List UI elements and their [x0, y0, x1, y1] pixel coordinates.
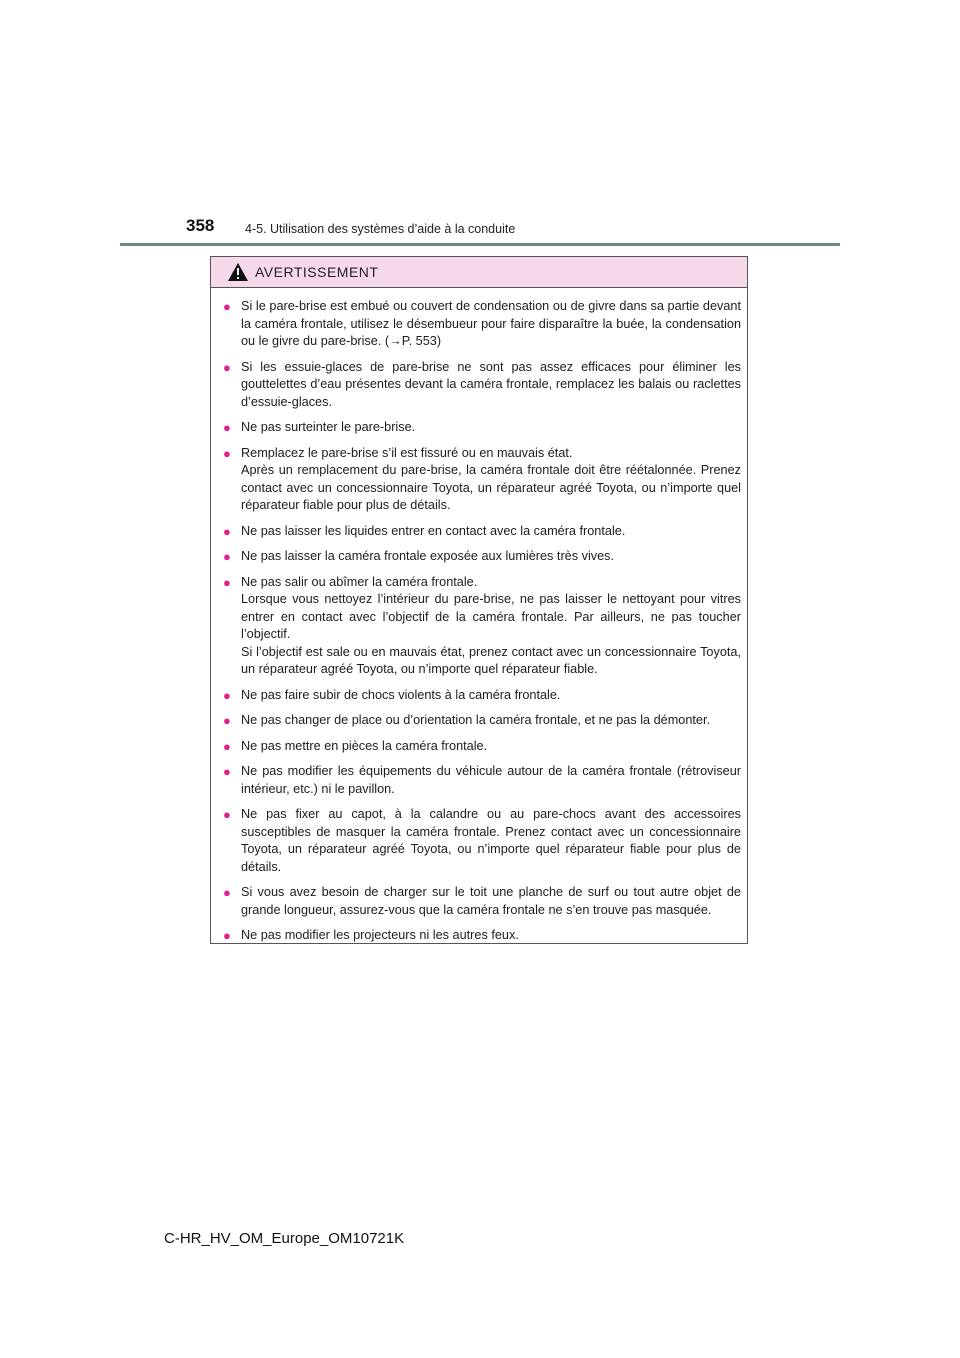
- warning-item: [223, 687, 741, 705]
- warning-item-text: Ne pas mettre en pièces la caméra frontale.: [241, 738, 488, 753]
- warning-title: AVERTISSEMENT: [255, 264, 379, 280]
- warning-item: [223, 445, 741, 515]
- bullet-icon: ●: [223, 687, 231, 703]
- warning-item: [223, 574, 741, 679]
- bullet-icon: ●: [223, 928, 231, 943]
- bullet-icon: ●: [223, 549, 231, 564]
- warning-item: [223, 763, 741, 798]
- page-number: 358: [186, 216, 215, 235]
- bullet-icon: ●: [223, 445, 231, 461]
- header-rule: [120, 243, 840, 246]
- warning-item-text: Ne pas salir ou abîmer la caméra frontale. Lorsque vous nettoyez l’intérieur du pare-brise, ne pas laisser le nettoyant pour vitres entrer en contact avec l’objectif de la caméra frontale. Par ailleurs, ne pas toucher l’objectif. Si l’objectif est sale ou en mauvais état, prenez contact avec un concessionnaire Toyota, un réparateur agréé Toyota, ou n’importe quel réparateur fiable.: [241, 574, 741, 676]
- warning-item: [223, 884, 741, 919]
- warning-item-text: Ne pas modifier les projecteurs ni les autres feux.: [241, 928, 519, 942]
- warning-triangle-icon: [227, 262, 249, 282]
- warning-item: [223, 712, 741, 730]
- warning-item-text: Ne pas laisser les liquides entrer en contact avec la caméra frontale.: [241, 523, 626, 538]
- warning-item: [223, 523, 741, 541]
- warning-item: [223, 548, 741, 566]
- warning-item-text: Ne pas faire subir de chocs violents à la caméra frontale.: [241, 687, 561, 702]
- bullet-icon: ●: [223, 885, 231, 900]
- bullet-icon: ●: [223, 299, 231, 314]
- bullet-icon: ●: [223, 738, 231, 754]
- warning-item-text: Ne pas fixer au capot, à la calandre ou au pare-chocs avant des accessoires susceptibles de masquer la caméra frontale. Prenez contact avec un concessionnaire Toyota, un réparateur agréé Toyota, ou n’importe quel réparateur fiable pour plus de détails.: [241, 807, 741, 874]
- warning-item-text: Ne pas changer de place ou d’orientation la caméra frontale, et ne pas la démonter.: [241, 713, 711, 727]
- warning-item: [223, 806, 741, 876]
- document-code: C-HR_HV_OM_Europe_OM10721K: [164, 1230, 405, 1247]
- bullet-icon: ●: [223, 807, 231, 822]
- bullet-icon: ●: [223, 420, 231, 435]
- bullet-icon: ●: [223, 574, 231, 590]
- warning-list: [211, 288, 747, 945]
- warning-item-text: Remplacez le pare-brise s’il est fissuré ou en mauvais état. Après un remplacement du pare-brise, la caméra frontale doit être réétalonnée. Prenez contact avec un concessionnaire Toyota, un réparateur agréé Toyota, ou n’importe quel réparateur fiable pour plus de détails.: [241, 445, 741, 512]
- warning-item-text: Si vous avez besoin de charger sur le toit une planche de surf ou tout autre objet de grande longueur, assurez-vous que la caméra frontale ne s’en trouve pas masquée.: [241, 885, 741, 917]
- warning-item-text: Ne pas modifier les équipements du véhicule autour de la caméra frontale (rétroviseur intérieur, etc.) ni le pavillon.: [241, 764, 741, 796]
- warning-item: [223, 927, 741, 945]
- bullet-icon: ●: [223, 713, 231, 728]
- warning-item-text: Si le pare-brise est embué ou couvert de condensation ou de givre dans sa partie devant la caméra frontale, utilisez le désembueur pour faire disparaître la buée, la condensation ou le givre du pare-brise. (→P. 553): [241, 299, 741, 348]
- warning-item: [223, 298, 741, 351]
- warning-item: [223, 359, 741, 412]
- warning-item: [223, 738, 741, 756]
- bullet-icon: ●: [223, 359, 231, 375]
- warning-box: [210, 256, 748, 944]
- warning-header: [211, 257, 747, 288]
- warning-item: [223, 419, 741, 437]
- bullet-icon: ●: [223, 523, 231, 539]
- section-title: 4-5. Utilisation des systèmes d’aide à la conduite: [245, 222, 516, 236]
- bullet-icon: ●: [223, 764, 231, 779]
- warning-item-text: Ne pas laisser la caméra frontale exposée aux lumières très vives.: [241, 549, 615, 563]
- warning-item-text: Si les essuie-glaces de pare-brise ne sont pas assez efficaces pour éliminer les gouttelettes d’eau présentes devant la caméra frontale, remplacez les balais ou raclettes d’essuie-glaces.: [241, 359, 741, 409]
- warning-item-text: Ne pas surteinter le pare-brise.: [241, 420, 416, 434]
